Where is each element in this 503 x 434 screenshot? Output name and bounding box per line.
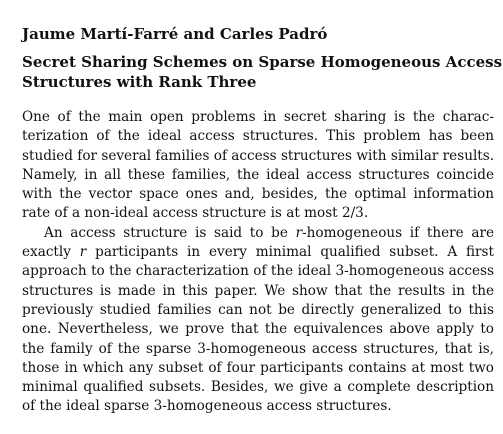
paper-authors: Jaume Martí-Farré and Carles Padró: [22, 25, 328, 43]
abstract-line: the family of the sparse 3-homogeneous access structures, that is,: [22, 340, 494, 357]
math-variable: r: [295, 224, 303, 241]
abstract-line: [22, 243, 494, 262]
abstract-line: rate of a non-ideal access structure is at most 2/3.: [22, 205, 369, 222]
abstract-line: Namely, in all these families, the ideal access structures coincide: [22, 166, 494, 183]
paper-title: [22, 52, 503, 92]
text-segment: An access structure is said to be: [44, 224, 296, 241]
abstract-line: One of the main open problems in secret sharing is the charac-: [22, 109, 494, 125]
math-variable: r: [79, 244, 87, 261]
text-segment: participants in every minimal qualified subset. A first: [86, 244, 494, 261]
abstract-line: those in which any subset of four participants contains at most two: [22, 359, 494, 376]
title-line: Structures with Rank Three: [22, 73, 257, 91]
abstract-line: approach to the characterization of the ideal 3-homogeneous access: [22, 263, 494, 280]
text-segment: exactly: [22, 244, 80, 261]
abstract-line: [22, 224, 494, 243]
abstract-line: of the ideal sparse 3-homogeneous access structures.: [22, 398, 392, 415]
text-segment: -homogeneous if there are: [302, 224, 494, 241]
abstract-line: minimal qualified subsets. Besides, we give a complete description: [22, 379, 494, 396]
abstract-line: with the vector space ones and, besides, the optimal information: [22, 186, 494, 203]
abstract-line: studied for several families of access structures with similar results.: [22, 147, 495, 164]
abstract-line: terization of the ideal access structures. This problem has been: [22, 128, 494, 145]
abstract-line: structures is made in this paper. We show that the results in the: [22, 282, 494, 299]
title-line: Secret Sharing Schemes on Sparse Homogeneous Access: [22, 53, 503, 71]
abstract-line: one. Nevertheless, we prove that the equivalences above apply to: [22, 321, 494, 338]
abstract: [22, 108, 494, 417]
abstract-line: previously studied families can not be directly generalized to this: [22, 301, 494, 318]
